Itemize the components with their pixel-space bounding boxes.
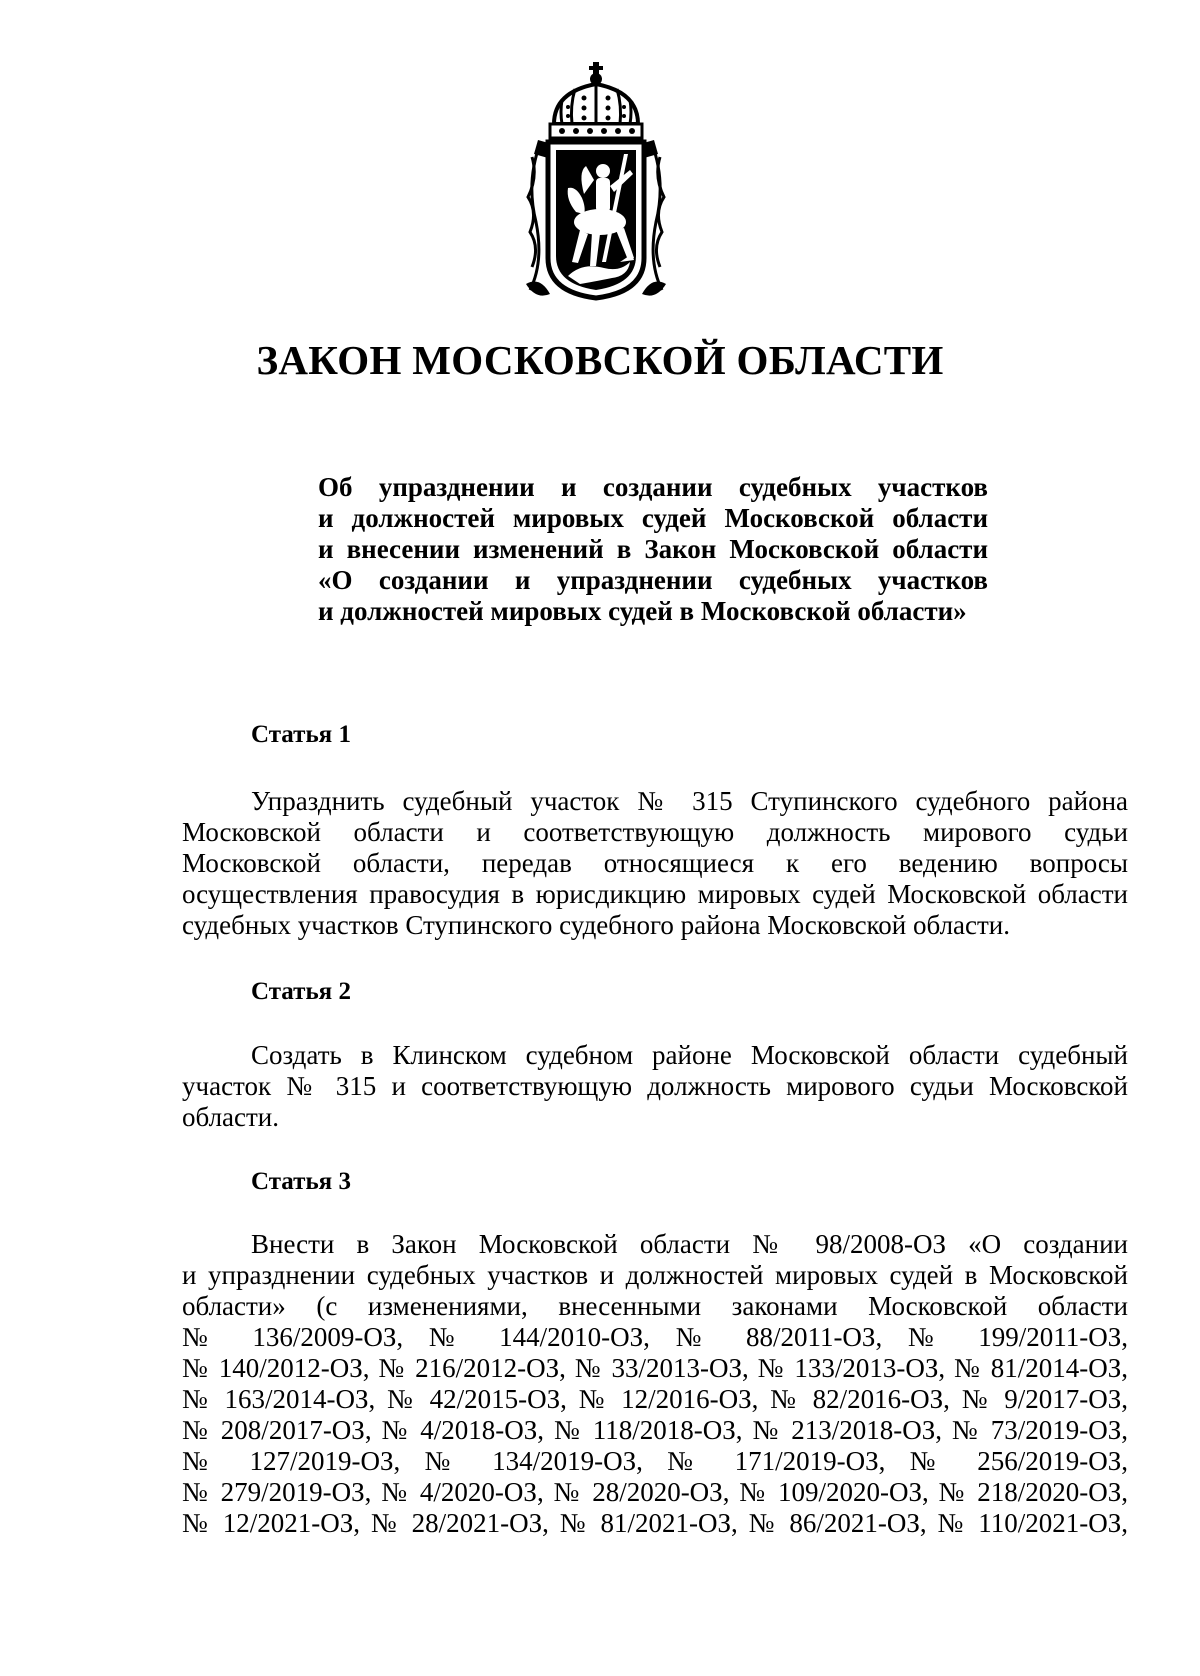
- text-line: Создать в Клинском судебном районе Московской области судебный: [251, 1040, 1128, 1070]
- article-3-text: [182, 1229, 1128, 1539]
- text-line: Внести в Закон Московской области № 98/2008-ОЗ «О создании: [251, 1229, 1128, 1259]
- article-1-text: [182, 786, 1128, 941]
- text-line: области» (с изменениями, внесенными законами Московской области: [182, 1291, 1128, 1321]
- subtitle-line: Об упразднении и создании судебных участков: [318, 472, 988, 502]
- subtitle-line: и внесении изменений в Закон Московской области: [318, 534, 988, 564]
- text-line: № 208/2017-ОЗ, № 4/2018-ОЗ, № 118/2018-ОЗ, № 213/2018-ОЗ, № 73/2019-ОЗ,: [182, 1415, 1128, 1445]
- law-subtitle: [318, 472, 988, 627]
- document-title: ЗАКОН МОСКОВСКОЙ ОБЛАСТИ: [256, 337, 944, 383]
- subtitle-line: и должностей мировых судей Московской области: [318, 503, 988, 533]
- text-line: Упразднить судебный участок № 315 Ступинского судебного района: [251, 786, 1128, 816]
- subtitle-line: и должностей мировых судей в Московской области»: [318, 596, 967, 626]
- text-line: и упразднении судебных участков и должностей мировых судей в Московской: [182, 1260, 1128, 1290]
- article-1-heading: Статья 1: [251, 721, 351, 748]
- text-line: № 279/2019-ОЗ, № 4/2020-ОЗ, № 28/2020-ОЗ, № 109/2020-ОЗ, № 218/2020-ОЗ,: [182, 1477, 1128, 1507]
- text-line: области.: [182, 1102, 280, 1132]
- text-line: осуществления правосудия в юрисдикцию мировых судей Московской области: [182, 879, 1128, 909]
- article-2-text: [182, 1040, 1128, 1133]
- article-2-heading: Статья 2: [251, 978, 351, 1005]
- article-3-heading: Статья 3: [251, 1168, 351, 1195]
- text-line: № 140/2012-ОЗ, № 216/2012-ОЗ, № 33/2013-ОЗ, № 133/2013-ОЗ, № 81/2014-ОЗ,: [182, 1353, 1128, 1383]
- text-line: Московской области, передав относящиеся к его ведению вопросы: [182, 848, 1128, 878]
- text-line: Московской области и соответствующую должность мирового судьи: [182, 817, 1128, 847]
- text-line: участок № 315 и соответствующую должность мирового судьи Московской: [182, 1071, 1128, 1101]
- text-line: № 136/2009-ОЗ, № 144/2010-ОЗ, № 88/2011-ОЗ, № 199/2011-ОЗ,: [182, 1322, 1128, 1352]
- subtitle-line: «О создании и упразднении судебных участков: [318, 565, 988, 595]
- text-line: № 12/2021-ОЗ, № 28/2021-ОЗ, № 81/2021-ОЗ, № 86/2021-ОЗ, № 110/2021-ОЗ,: [182, 1508, 1128, 1538]
- text-line: судебных участков Ступинского судебного района Московской области.: [182, 910, 1011, 940]
- text-line: № 163/2014-ОЗ, № 42/2015-ОЗ, № 12/2016-ОЗ, № 82/2016-ОЗ, № 9/2017-ОЗ,: [182, 1384, 1128, 1414]
- coat-of-arms-icon: [520, 62, 672, 302]
- text-line: № 127/2019-ОЗ, № 134/2019-ОЗ, № 171/2019-ОЗ, № 256/2019-ОЗ,: [182, 1446, 1128, 1476]
